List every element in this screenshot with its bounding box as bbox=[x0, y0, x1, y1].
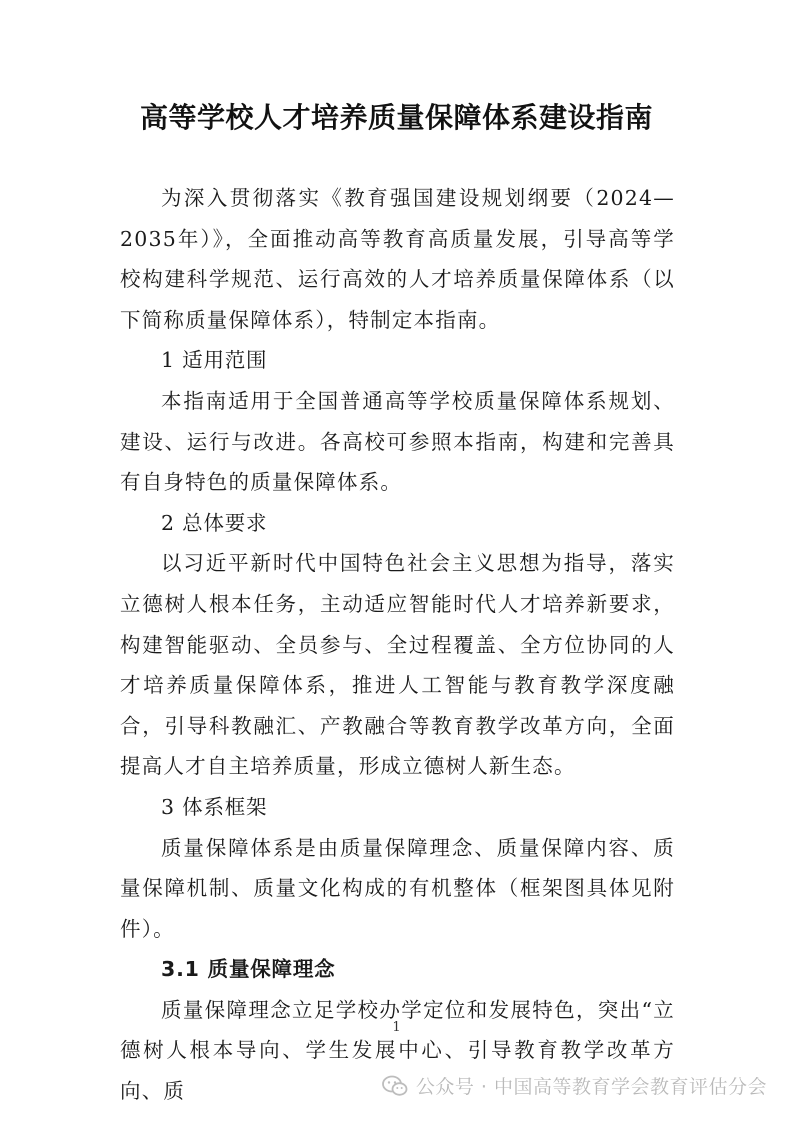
watermark-text: 公众号 · 中国高等教育学会教育评估分会 bbox=[415, 1076, 767, 1098]
paragraph-framework: 质量保障体系是由质量保障理念、质量保障内容、质量保障机制、质量文化构成的有机整体（框架图具体见附件）。 bbox=[120, 835, 675, 941]
section-heading-framework: 3 体系框架 bbox=[161, 794, 268, 819]
section-heading-scope: 1 适用范围 bbox=[161, 348, 268, 373]
paragraph-scope: 本指南适用于全国普通高等学校质量保障体系规划、建设、运行与改进。各高校可参照本指南，构建和完善具有自身特色的质量保障体系。 bbox=[120, 388, 675, 495]
paragraph-intro: 为深入贯彻落实《教育强国建设规划纲要（2024—2035年）》，全面推动高等教育高质量发展，引导高等学校构建科学规范、运行高效的人才培养质量保障体系（以下简称质量保障体系），特制定本指南。 bbox=[120, 186, 675, 332]
paragraph-concept: 质量保障理念立足学校办学定位和发展特色，突出“立德树人根本导向、学生发展中心、引导教育教学改革方向、质 bbox=[120, 997, 675, 1104]
wechat-icon bbox=[382, 1075, 408, 1097]
section-heading-requirements: 2 总体要求 bbox=[161, 510, 268, 535]
document-body bbox=[120, 178, 675, 1112]
paragraph-requirements: 以习近平新时代中国特色社会主义思想为指导，落实立德树人根本任务，主动适应智能时代人才培养新要求，构建智能驱动、全员参与、全过程覆盖、全方位协同的人才培养质量保障体系，推进人工智能与教育教学深度融合，引导科教融汇、产教融合等教育教学改革方向，全面提高人才自主培养质量，形成立德树人新生态。 bbox=[120, 551, 675, 779]
subsection-heading-concept: 3.1 质量保障理念 bbox=[161, 957, 336, 982]
page-number: 1 bbox=[392, 1020, 401, 1035]
document-title: 高等学校人才培养质量保障体系建设指南 bbox=[139, 101, 653, 134]
watermark bbox=[382, 1072, 767, 1099]
